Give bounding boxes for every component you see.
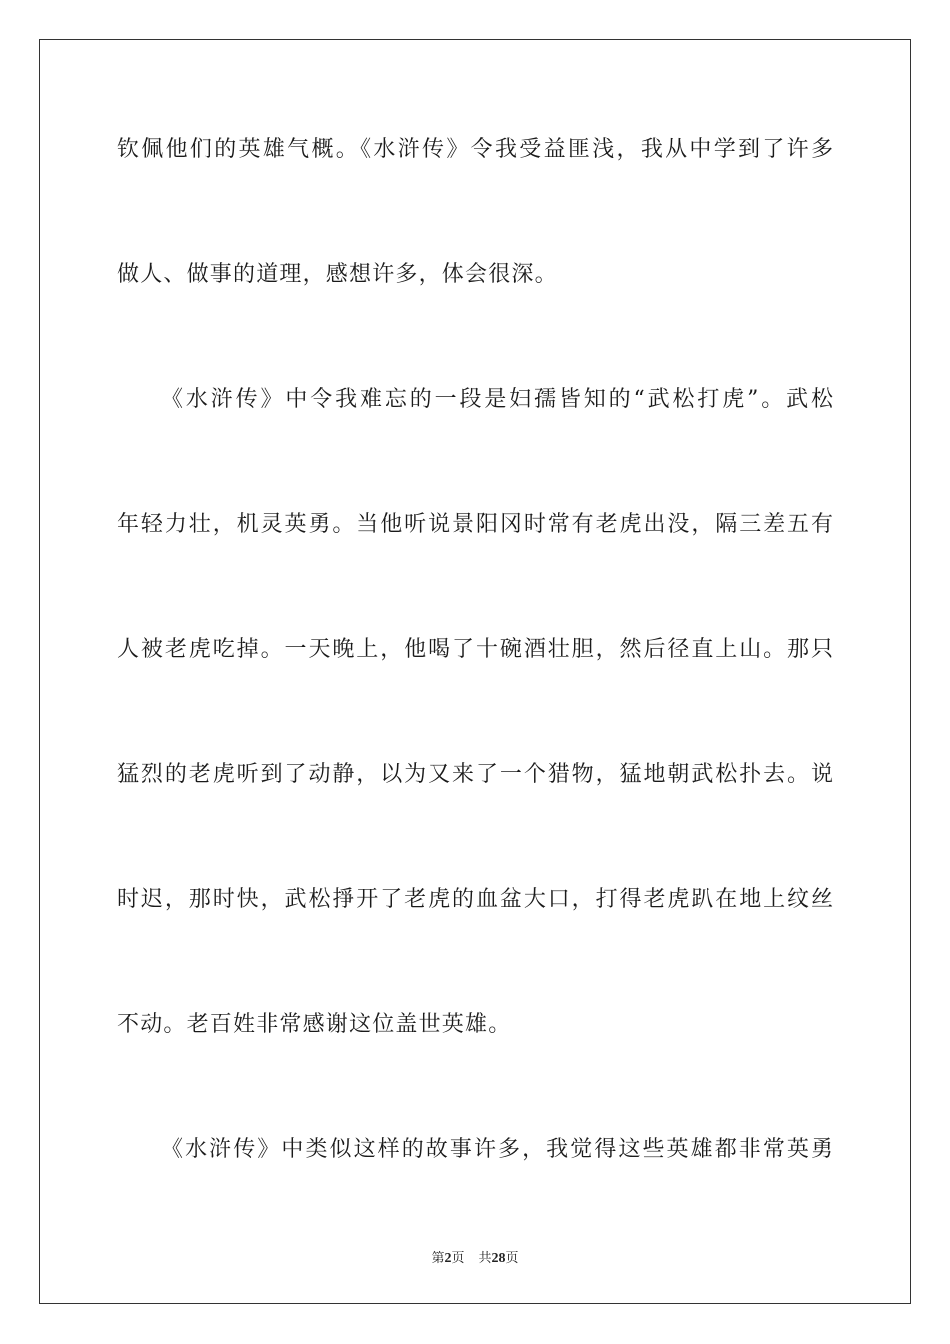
page-number: 2 [444,1251,452,1266]
total-pages: 28 [491,1251,506,1266]
text-line: 不动。老百姓非常感谢这位盖世英雄。 [117,1012,512,1037]
text-line: 人被老虎吃掉。一天晚上，他喝了十碗酒壮胆，然后径直上山。那只 [117,637,833,662]
page-suffix: 页 [451,1251,465,1266]
page-border [39,39,911,1304]
total-suffix: 页 [505,1251,519,1266]
text-line: 时迟，那时快，武松掙开了老虎的血盆大口，打得老虎趴在地上纹丝 [117,887,833,912]
text-line: 年轻力壮，机灵英勇。当他听说景阳冈时常有老虎出没，隔三差五有 [117,512,833,537]
total-prefix: 共 [478,1251,492,1266]
page-footer [0,1247,950,1267]
paragraph-first-line: 《水浒传》中类似这样的故事许多，我觉得这些英雄都非常英勇 [161,1137,833,1162]
text-line: 猛烈的老虎听到了动静，以为又来了一个猎物，猛地朝武松扑去。说 [117,762,833,787]
paragraph-first-line: 《水浒传》中令我难忘的一段是妇孺皆知的“武松打虎”。武松 [161,387,833,412]
text-line: 钦佩他们的英雄气概。《水浒传》令我受益匪浅，我从中学到了许多 [117,137,833,162]
text-line: 做人、做事的道理，感想许多，体会很深。 [117,262,558,287]
page-prefix: 第 [431,1251,445,1266]
